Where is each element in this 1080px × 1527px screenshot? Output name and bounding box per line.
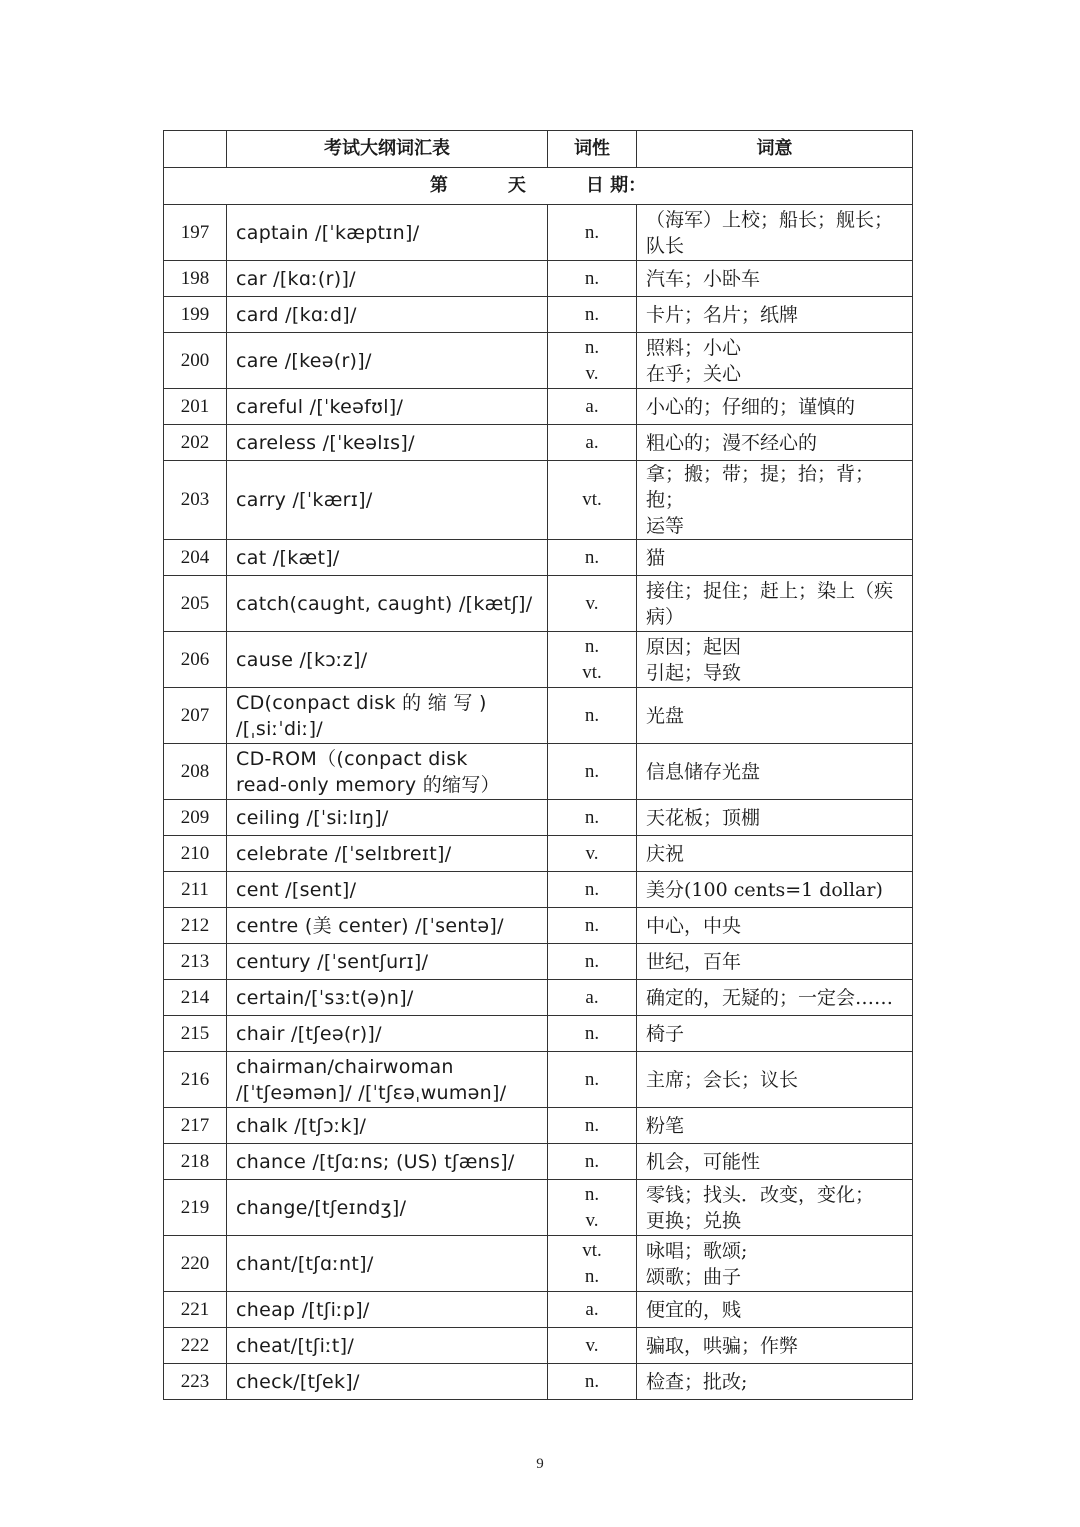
entry-word-text: century /[ˈsentʃurɪ]/ (236, 950, 429, 973)
entry-word (227, 872, 548, 908)
table-row (164, 261, 913, 297)
table-row (164, 688, 913, 744)
entry-word-text: CD-ROM（(conpact disk (236, 747, 468, 770)
entry-pos (548, 540, 637, 576)
entry-meaning (637, 1180, 913, 1236)
entry-pos-text: vt. (582, 661, 602, 683)
entry-meaning-text: 咏唱；歌颂; (646, 1239, 748, 1262)
entry-word (227, 980, 548, 1016)
table-row (164, 1108, 913, 1144)
entry-meaning-text: 骗取，哄骗；作弊 (646, 1334, 799, 1357)
entry-number (164, 980, 227, 1016)
entry-pos (548, 632, 637, 688)
entry-word (227, 1364, 548, 1400)
entry-pos (548, 980, 637, 1016)
entry-meaning (637, 908, 913, 944)
entry-word-text: change/[tʃeɪndʒ]/ (236, 1196, 407, 1219)
entry-pos-text: v. (585, 842, 599, 864)
entry-number-text: 206 (180, 648, 210, 670)
entry-number-text: 218 (180, 1150, 210, 1172)
entry-number-text: 212 (180, 914, 210, 936)
entry-meaning-text: 原因；起因 (646, 635, 742, 658)
entry-number-text: 209 (180, 806, 210, 828)
entry-meaning (637, 980, 913, 1016)
entry-meaning-text: 椅子 (646, 1022, 685, 1045)
entry-number-text: 204 (180, 546, 210, 568)
entry-meaning (637, 261, 913, 297)
entry-pos-text: n. (584, 806, 600, 828)
entry-meaning-text: 天花板；顶棚 (646, 806, 761, 829)
entry-word (227, 333, 548, 389)
entry-meaning (637, 944, 913, 980)
entry-word-text: cent /[sent]/ (236, 878, 357, 901)
entry-pos (548, 944, 637, 980)
entry-meaning (637, 1236, 913, 1292)
entry-word-text: chair /[tʃeə(r)]/ (236, 1022, 382, 1045)
header-word: 考试大纲词汇表 (227, 131, 548, 168)
entry-number (164, 297, 227, 333)
entry-number-text: 201 (180, 395, 210, 417)
entry-number-text: 198 (180, 267, 210, 289)
entry-number (164, 425, 227, 461)
entry-meaning-text: 猫 (646, 546, 666, 569)
entry-number-text: 205 (180, 592, 210, 614)
entry-pos (548, 205, 637, 261)
entry-number-text: 223 (180, 1370, 210, 1392)
entry-word-text: careful /[ˈkeəfʊl]/ (236, 395, 404, 418)
entry-word (227, 1328, 548, 1364)
table-row (164, 461, 913, 540)
entry-word (227, 1180, 548, 1236)
entry-meaning-text: 引起；导致 (646, 661, 742, 684)
table-row (164, 836, 913, 872)
entry-word (227, 205, 548, 261)
entry-number (164, 1180, 227, 1236)
entry-pos (548, 425, 637, 461)
entry-pos-text: n. (584, 1370, 600, 1392)
entry-word-text: chant/[tʃɑːnt]/ (236, 1252, 374, 1275)
entry-pos-text: n. (584, 1150, 600, 1172)
table-row (164, 944, 913, 980)
vocabulary-table (163, 130, 913, 1400)
entry-meaning (637, 205, 913, 261)
entry-word (227, 389, 548, 425)
entry-pos-text: n. (584, 878, 600, 900)
entry-meaning (637, 1052, 913, 1108)
entry-word (227, 261, 548, 297)
entry-pos-text: n. (584, 1068, 600, 1090)
entry-pos-text: v. (585, 362, 599, 384)
entry-pos (548, 461, 637, 540)
entry-pos (548, 1108, 637, 1144)
entry-pos-text: n. (584, 704, 600, 726)
entry-pos-text: n. (584, 1265, 600, 1287)
entry-pos (548, 1052, 637, 1108)
entry-pos-text: v. (585, 592, 599, 614)
entry-meaning-text: 机会，可能性 (646, 1150, 761, 1173)
table-row (164, 333, 913, 389)
entry-word (227, 1016, 548, 1052)
entry-number (164, 1364, 227, 1400)
entry-number (164, 1144, 227, 1180)
entry-meaning-text: 粗心的；漫不经心的 (646, 431, 818, 454)
entry-meaning (637, 1108, 913, 1144)
entry-pos-text: vt. (582, 489, 602, 510)
table-row (164, 1292, 913, 1328)
entry-number-text: 222 (180, 1334, 210, 1356)
entry-meaning-text: 美分(100 cents=1 dollar) (646, 878, 883, 901)
entry-pos (548, 1236, 637, 1292)
entry-meaning-text: 颂歌；曲子 (646, 1265, 742, 1288)
entry-word-text: /[ˈtʃeəmən]/ /[ˈtʃɛəˌwumən]/ (236, 1081, 507, 1104)
entry-pos (548, 688, 637, 744)
header-pos: 词性 (548, 131, 637, 168)
entry-number (164, 744, 227, 800)
entry-number-text: 215 (180, 1022, 210, 1044)
table-row (164, 980, 913, 1016)
entry-number-text: 219 (180, 1196, 210, 1218)
entry-number (164, 688, 227, 744)
entry-pos (548, 1144, 637, 1180)
table-row (164, 540, 913, 576)
day-label-di: 第 (429, 175, 448, 196)
entry-pos (548, 1292, 637, 1328)
entry-word (227, 944, 548, 980)
entry-number-text: 221 (180, 1298, 210, 1320)
entry-word-text: catch(caught, caught) /[kætʃ]/ (236, 592, 533, 615)
entry-meaning (637, 1364, 913, 1400)
table-row (164, 1236, 913, 1292)
entry-number (164, 1016, 227, 1052)
entry-meaning-text: 粉笔 (646, 1114, 685, 1137)
table-row (164, 632, 913, 688)
entry-meaning (637, 1328, 913, 1364)
entry-pos (548, 872, 637, 908)
entry-number-text: 214 (180, 986, 210, 1008)
entry-meaning-text: 运等 (646, 515, 685, 537)
entry-number (164, 1052, 227, 1108)
entry-meaning-text: 庆祝 (646, 842, 685, 865)
table-row (164, 800, 913, 836)
entry-pos-text: n. (584, 760, 600, 782)
entry-pos-text: n. (584, 635, 600, 657)
entry-number-text: 207 (180, 704, 210, 726)
entry-word-text: read-only memory 的缩写） (236, 773, 500, 796)
entry-meaning-text: 汽车；小卧车 (646, 267, 761, 290)
entry-number-text: 210 (180, 842, 210, 864)
entry-number (164, 1328, 227, 1364)
entry-word (227, 800, 548, 836)
table-row (164, 1364, 913, 1400)
entry-word-text: certain/[ˈsɜːt(ə)n]/ (236, 986, 414, 1009)
entry-word-text: chalk /[tʃɔːk]/ (236, 1114, 367, 1137)
entry-pos (548, 389, 637, 425)
entry-number (164, 632, 227, 688)
entry-meaning (637, 576, 913, 632)
entry-number (164, 576, 227, 632)
entry-word (227, 836, 548, 872)
header-row (164, 131, 913, 168)
table-row (164, 1144, 913, 1180)
entry-number (164, 908, 227, 944)
entry-pos-text: a. (585, 986, 599, 1008)
entry-pos-text: v. (585, 1209, 599, 1231)
entry-word-text: cheap /[tʃiːp]/ (236, 1298, 370, 1321)
entry-word-text: care /[keə(r)]/ (236, 349, 372, 372)
entry-meaning (637, 540, 913, 576)
entry-word (227, 1144, 548, 1180)
entry-number (164, 389, 227, 425)
table-row (164, 205, 913, 261)
entry-number (164, 800, 227, 836)
entry-pos-text: v. (585, 1334, 599, 1356)
entry-word-text: chance /[tʃɑːns; (US) tʃæns]/ (236, 1150, 515, 1173)
entry-pos (548, 1328, 637, 1364)
entry-meaning-text: 病） (646, 605, 685, 628)
entry-number-text: 199 (180, 303, 210, 325)
entry-pos-text: n. (584, 950, 600, 972)
entry-meaning-text: 零钱；找头．改变，变化； (646, 1183, 875, 1206)
entry-word-text: celebrate /[ˈselɪbreɪt]/ (236, 842, 452, 865)
entry-word (227, 425, 548, 461)
entry-pos-text: n. (584, 914, 600, 936)
entry-meaning-text: 卡片；名片；纸牌 (646, 303, 799, 326)
entry-meaning (637, 632, 913, 688)
header-num (164, 131, 227, 168)
entry-meaning (637, 297, 913, 333)
entry-pos (548, 908, 637, 944)
table-row (164, 389, 913, 425)
entry-number-text: 217 (180, 1114, 210, 1136)
entry-word-text: CD(conpact disk 的 缩 写 ) (236, 691, 487, 714)
entry-meaning (637, 800, 913, 836)
table-row (164, 1052, 913, 1108)
entry-meaning-text: 世纪，百年 (646, 950, 742, 973)
table-row (164, 425, 913, 461)
entry-meaning-text: 队长 (646, 234, 685, 257)
entry-pos-text: a. (585, 431, 599, 453)
entry-word (227, 632, 548, 688)
entry-word-text: car /[kɑː(r)]/ (236, 267, 356, 290)
table-row (164, 908, 913, 944)
entry-word (227, 461, 548, 540)
entry-meaning (637, 1016, 913, 1052)
entry-word (227, 1052, 548, 1108)
entry-number-text: 220 (180, 1252, 210, 1274)
entry-meaning (637, 872, 913, 908)
date-label: 日 期： (585, 175, 647, 196)
entry-meaning (637, 688, 913, 744)
entry-word-text: cat /[kæt]/ (236, 546, 340, 569)
entry-meaning-text: （海军）上校；船长；舰长； (646, 208, 894, 231)
table-row (164, 1180, 913, 1236)
day-cell (164, 168, 913, 205)
entry-number (164, 333, 227, 389)
day-label-tian: 天 (507, 175, 526, 196)
entry-meaning-text: 光盘 (646, 704, 685, 727)
entry-meaning-text: 照料；小心 (646, 336, 742, 359)
entry-meaning (637, 1292, 913, 1328)
entry-meaning-text: 接住；捉住；赶上；染上（疾 (646, 579, 894, 602)
entry-word-text: check/[tʃek]/ (236, 1370, 360, 1393)
entry-pos (548, 333, 637, 389)
entry-word-text: carry /[ˈkærɪ]/ (236, 489, 373, 511)
day-row (164, 168, 913, 205)
entry-word (227, 744, 548, 800)
table-row (164, 872, 913, 908)
entry-pos (548, 800, 637, 836)
entry-word-text: centre (美 center) /[ˈsentə]/ (236, 914, 504, 937)
entry-number-text: 216 (180, 1068, 210, 1090)
entry-meaning-text: 确定的，无疑的；一定会…… (646, 986, 894, 1009)
entry-pos-text: n. (584, 1183, 600, 1205)
entry-pos (548, 1016, 637, 1052)
page-number: 9 (536, 1456, 544, 1472)
entry-number-text: 203 (180, 489, 210, 510)
entry-number (164, 261, 227, 297)
entry-number (164, 1292, 227, 1328)
entry-meaning (637, 836, 913, 872)
table-row (164, 576, 913, 632)
table-row (164, 297, 913, 333)
entry-word-text: careless /[ˈkeəlɪs]/ (236, 431, 415, 454)
header-meaning: 词意 (637, 131, 913, 168)
entry-word (227, 1108, 548, 1144)
entry-pos (548, 836, 637, 872)
entry-meaning-text: 在乎；关心 (646, 362, 742, 385)
entry-pos-text: n. (584, 1022, 600, 1044)
entry-number-text: 197 (180, 221, 210, 243)
entry-number-text: 200 (180, 349, 210, 371)
entry-pos-text: n. (584, 221, 600, 243)
entry-number (164, 205, 227, 261)
entry-pos (548, 1364, 637, 1400)
entry-word (227, 1292, 548, 1328)
table-row (164, 1016, 913, 1052)
entry-meaning-text: 主席；会长；议长 (646, 1068, 799, 1091)
table-row (164, 1328, 913, 1364)
entry-meaning (637, 744, 913, 800)
entry-word (227, 908, 548, 944)
entry-number-text: 208 (180, 760, 210, 782)
entry-meaning (637, 389, 913, 425)
entry-number-text: 211 (181, 878, 209, 900)
entry-pos-text: n. (584, 303, 600, 325)
entry-meaning-text: 检查；批改; (646, 1370, 748, 1393)
entry-word (227, 688, 548, 744)
entry-number (164, 872, 227, 908)
entry-word-text: /[ˌsiːˈdiː]/ (236, 717, 323, 740)
entry-pos (548, 576, 637, 632)
entry-word-text: chairman/chairwoman (236, 1055, 454, 1078)
entry-word-text: cause /[kɔːz]/ (236, 648, 368, 671)
entry-number (164, 944, 227, 980)
entry-word (227, 540, 548, 576)
entry-number (164, 461, 227, 540)
entry-word-text: cheat/[tʃiːt]/ (236, 1334, 355, 1357)
entry-number (164, 1236, 227, 1292)
entry-meaning (637, 461, 913, 540)
entry-pos-text: a. (585, 395, 599, 417)
entry-word (227, 297, 548, 333)
entry-pos-text: n. (584, 1114, 600, 1136)
entry-number-text: 202 (180, 431, 210, 453)
entry-pos-text: a. (585, 1298, 599, 1320)
entry-pos (548, 744, 637, 800)
entry-meaning-text: 更换；兑换 (646, 1209, 742, 1232)
entry-meaning (637, 1144, 913, 1180)
entry-number (164, 836, 227, 872)
entry-pos-text: n. (584, 546, 600, 568)
entry-number (164, 540, 227, 576)
entry-word-text: ceiling /[ˈsiːlɪŋ]/ (236, 806, 389, 829)
entry-pos-text: vt. (582, 1239, 602, 1261)
entry-word (227, 576, 548, 632)
entry-meaning (637, 333, 913, 389)
entry-meaning-text: 小心的；仔细的；谨慎的 (646, 395, 856, 418)
entry-meaning-text: 中心，中央 (646, 914, 742, 937)
entry-meaning (637, 425, 913, 461)
entry-pos (548, 261, 637, 297)
entry-pos-text: n. (584, 267, 600, 289)
entry-number (164, 1108, 227, 1144)
entry-pos (548, 297, 637, 333)
entry-word-text: card /[kɑːd]/ (236, 303, 357, 326)
entry-meaning-text: 便宜的，贱 (646, 1298, 742, 1321)
entry-pos-text: n. (584, 336, 600, 358)
entry-meaning-text: 信息储存光盘 (646, 760, 761, 783)
entry-word-text: captain /[ˈkæptɪn]/ (236, 221, 420, 244)
table-row (164, 744, 913, 800)
entry-pos (548, 1180, 637, 1236)
entry-word (227, 1236, 548, 1292)
entry-meaning-text: 拿；搬；带；提；抬；背；抱； (646, 463, 875, 511)
entry-number-text: 213 (180, 950, 210, 972)
